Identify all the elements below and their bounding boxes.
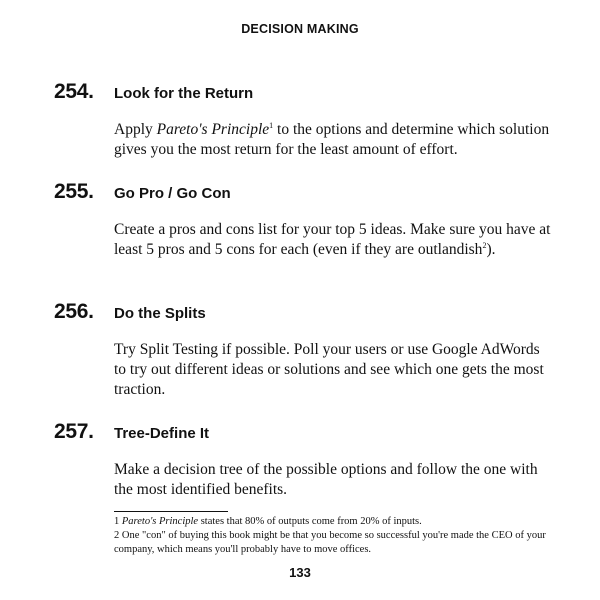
body-text: Apply (114, 121, 157, 138)
entry-title: Go Pro / Go Con (114, 185, 231, 202)
entry-heading (54, 420, 554, 444)
entry-body: Make a decision tree of the possible options and follow the one with the most identified benefits. (114, 461, 538, 498)
running-header: DECISION MAKING (241, 22, 359, 36)
entry-257 (54, 420, 554, 500)
entry-number: 255. (54, 180, 94, 203)
footnote-text: states that 80% of outputs come from 20% of inputs. (198, 516, 422, 527)
footnote-ref-1: 1 (269, 120, 274, 130)
entry-body: Try Split Testing if possible. Poll your users or use Google AdWords to try out different ideas or solutions and see which one gets the most traction. (114, 341, 544, 398)
footnote-2 (114, 529, 554, 557)
footnote-number: 2 (114, 530, 120, 541)
footnote-text: One "con" of buying this book might be that you become so successful you're made the CEO of your company, which means you'll probably have to move offices. (114, 530, 546, 555)
footnote-italic: Pareto's Principle (121, 516, 199, 527)
entry-title: Look for the Return (114, 85, 254, 102)
entry-body (114, 220, 554, 260)
entry-254 (54, 80, 554, 160)
body-text: Create a pros and cons list for your top 5 ideas. Make sure you have at least 5 pros and 5 cons for each (even if they are outlandish (114, 221, 551, 258)
footnote-divider (114, 511, 228, 512)
entry-number: 256. (54, 300, 94, 323)
entry-number: 257. (54, 420, 94, 443)
footnote-ref-2: 2 (482, 240, 487, 250)
entry-255 (54, 180, 554, 260)
entry-number: 254. (54, 80, 94, 103)
body-text: ). (486, 241, 496, 258)
entry-body (114, 120, 554, 160)
body-italic: Pareto's Principle (156, 121, 270, 138)
entry-heading (54, 80, 554, 104)
entry-heading (54, 180, 554, 204)
footnote-number: 1 (114, 516, 120, 527)
entry-heading (54, 300, 554, 324)
footnotes (114, 515, 554, 557)
page-number: 133 (289, 565, 311, 580)
entry-256 (54, 300, 554, 400)
entry-title: Do the Splits (114, 305, 206, 322)
body-text: to the options and determine which solution gives you the most return for the least amount of effort. (114, 121, 550, 158)
entry-title: Tree-Define It (114, 425, 210, 442)
footnote-1 (114, 515, 554, 529)
